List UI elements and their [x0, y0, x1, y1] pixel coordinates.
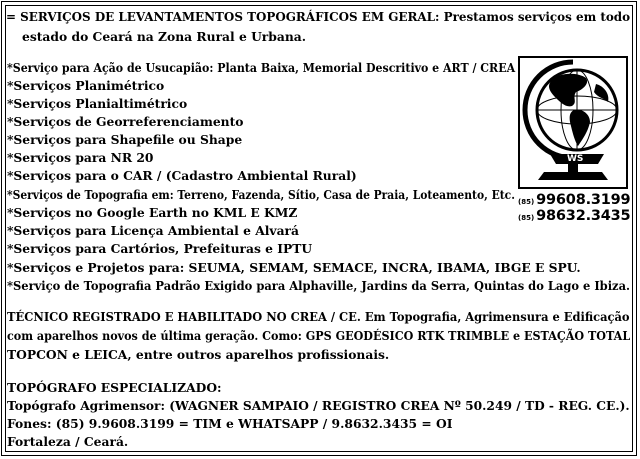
logo-text: WS	[567, 154, 584, 164]
service-item: *Serviços Planimétrico	[7, 78, 165, 93]
company-logo	[518, 56, 628, 189]
service-item: *Serviços de Topografia em: Terreno, Fazenda, Sítio, Casa de Praia, Loteamento, Etc.	[7, 187, 515, 202]
phone-prefix: (85)	[518, 198, 535, 206]
service-item: *Serviços Planialtimétrico	[7, 96, 188, 111]
phone-number[interactable]: 98632.3435	[536, 208, 631, 224]
technical-line-3: TOPCON e LEICA, entre outros aparelhos profissionais.	[7, 347, 390, 362]
technical-line-2: com aparelhos novos de última geração. Como: GPS GEODÉSICO RTK TRIMBLE e ESTAÇÃO TOTAL	[7, 328, 631, 343]
service-item: *Serviços para o CAR / (Cadastro Ambiental Rural)	[7, 168, 357, 183]
service-item: *Serviços para Shapefile ou Shape	[7, 132, 243, 147]
globe-icon	[520, 58, 626, 187]
service-item: *Serviços de Georreferenciamento	[7, 114, 244, 129]
contact-title: TOPÓGRAFO ESPECIALIZADO:	[7, 380, 222, 395]
header-line-2: estado do Ceará na Zona Rural e Urbana.	[22, 29, 307, 44]
service-item: *Serviços para Cartórios, Prefeituras e IPTU	[7, 241, 313, 256]
contact-line-3: Fortaleza / Ceará.	[7, 434, 129, 449]
phone-prefix: (85)	[518, 214, 535, 222]
service-item: *Serviço de Topografia Padrão Exigido para Alphaville, Jardins da Serra, Quintas do Lago e Ibiza.	[7, 278, 631, 293]
service-item: *Serviços e Projetos para: SEUMA, SEMAM, SEMACE, INCRA, IBAMA, IBGE E SPU.	[7, 260, 581, 275]
service-item: *Serviço para Ação de Usucapião: Planta Baixa, Memorial Descritivo e ART / CREA	[7, 60, 516, 75]
contact-line-2: Fones: (85) 9.9608.3199 = TIM e WHATSAPP / 9.8632.3435 = OI	[7, 416, 453, 431]
phone-number[interactable]: 99608.3199	[536, 192, 631, 208]
phone-row	[518, 208, 638, 224]
service-item: *Serviços para NR 20	[7, 150, 154, 165]
service-item: *Serviços no Google Earth no KML E KMZ	[7, 205, 298, 220]
contact-line-1: Topógrafo Agrimensor: (WAGNER SAMPAIO / REGISTRO CREA Nº 50.249 / TD - REG. CE.).	[7, 398, 630, 413]
technical-line-1: TÉCNICO REGISTRADO E HABILITADO NO CREA / CE. Em Topografia, Agrimensura e Edificação	[7, 309, 630, 324]
phone-list	[518, 192, 638, 224]
header-line-1: = SERVIÇOS DE LEVANTAMENTOS TOPOGRÁFICOS EM GERAL: Prestamos serviços em todo	[6, 9, 631, 24]
phone-row	[518, 192, 638, 208]
service-item: *Serviços para Licença Ambiental e Alvará	[7, 223, 299, 238]
